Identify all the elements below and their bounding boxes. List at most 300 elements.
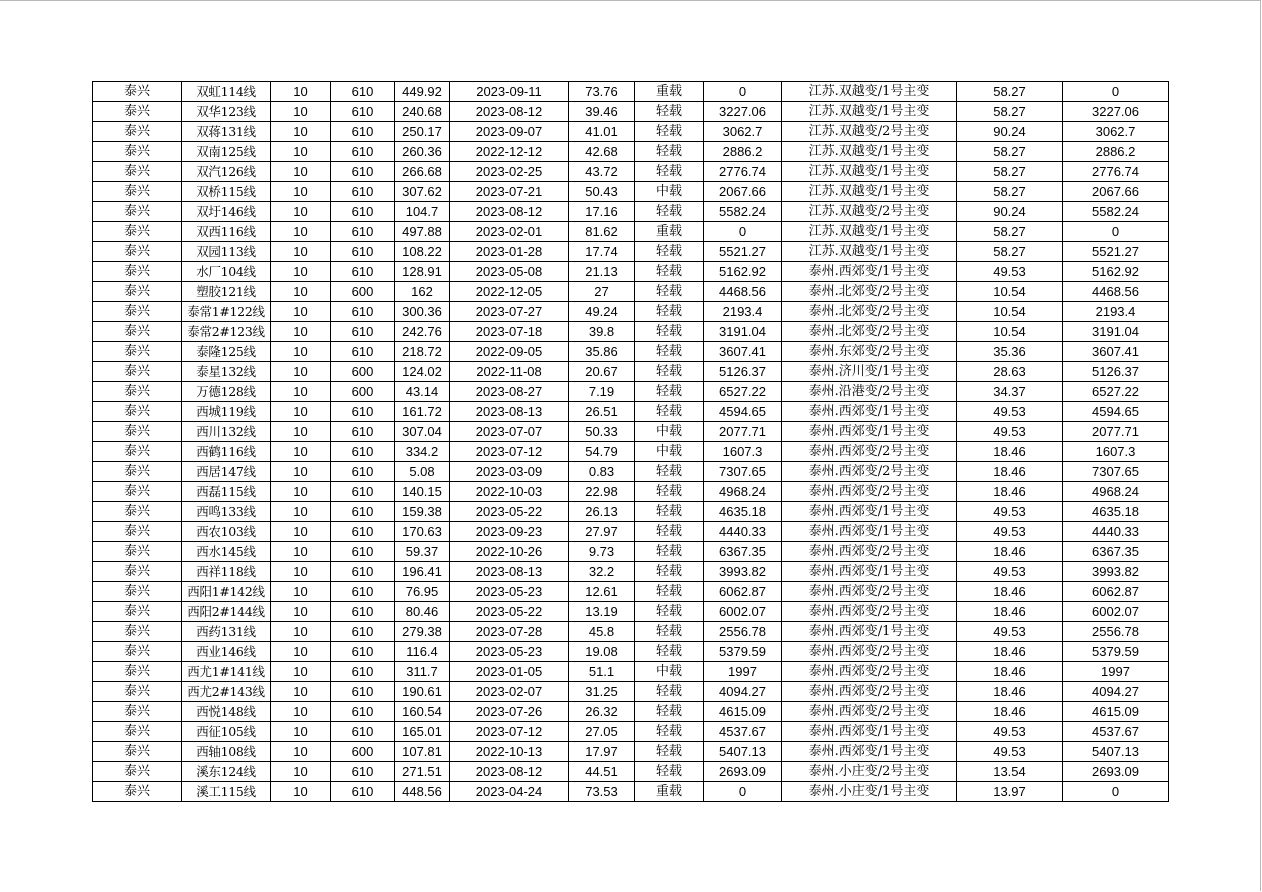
cell-available-capacity: 2886.2 <box>704 142 782 162</box>
cell-remaining-capacity: 1997 <box>1063 662 1169 682</box>
cell-transformer-load-rate: 90.24 <box>957 202 1063 222</box>
cell-current-load: 307.62 <box>395 182 450 202</box>
cell-current-load: 448.56 <box>395 782 450 802</box>
cell-load-rate: 44.51 <box>569 762 635 782</box>
cell-rated-capacity: 610 <box>331 682 395 702</box>
cell-line-name: 西尤1#141线 <box>182 662 271 682</box>
cell-substation-transformer: 泰州.北郊变/2号主变 <box>782 302 957 322</box>
cell-available-capacity: 2067.66 <box>704 182 782 202</box>
cell-date: 2023-08-27 <box>450 382 569 402</box>
cell-transformer-load-rate: 49.53 <box>957 422 1063 442</box>
cell-line-name: 溪东124线 <box>182 762 271 782</box>
cell-remaining-capacity: 4537.67 <box>1063 722 1169 742</box>
cell-line-name: 西鹤116线 <box>182 442 271 462</box>
cell-load-status: 轻载 <box>635 102 704 122</box>
cell-load-rate: 27.97 <box>569 522 635 542</box>
cell-substation-transformer: 泰州.西郊变/2号主变 <box>782 682 957 702</box>
cell-line-name: 双南125线 <box>182 142 271 162</box>
cell-available-capacity: 4537.67 <box>704 722 782 742</box>
cell-date: 2023-05-23 <box>450 582 569 602</box>
cell-remaining-capacity: 3227.06 <box>1063 102 1169 122</box>
cell-county: 泰兴 <box>93 402 182 422</box>
cell-remaining-capacity: 4615.09 <box>1063 702 1169 722</box>
cell-date: 2023-09-11 <box>450 82 569 102</box>
cell-rated-capacity: 610 <box>331 162 395 182</box>
cell-current-load: 160.54 <box>395 702 450 722</box>
cell-load-rate: 35.86 <box>569 342 635 362</box>
cell-remaining-capacity: 2556.78 <box>1063 622 1169 642</box>
cell-remaining-capacity: 2077.71 <box>1063 422 1169 442</box>
cell-substation-transformer: 江苏.双越变/1号主变 <box>782 222 957 242</box>
cell-load-status: 轻载 <box>635 502 704 522</box>
cell-load-status: 轻载 <box>635 382 704 402</box>
cell-current-load: 161.72 <box>395 402 450 422</box>
cell-rated-capacity: 610 <box>331 582 395 602</box>
table-row <box>93 682 1169 702</box>
cell-load-status: 轻载 <box>635 242 704 262</box>
cell-load-rate: 26.32 <box>569 702 635 722</box>
cell-date: 2023-01-05 <box>450 662 569 682</box>
cell-county: 泰兴 <box>93 602 182 622</box>
feeder-load-table <box>92 81 1169 802</box>
cell-load-rate: 41.01 <box>569 122 635 142</box>
table-row <box>93 482 1169 502</box>
cell-current-load: 449.92 <box>395 82 450 102</box>
cell-line-name: 西尤2#143线 <box>182 682 271 702</box>
cell-substation-transformer: 泰州.西郊变/2号主变 <box>782 482 957 502</box>
cell-available-capacity: 2776.74 <box>704 162 782 182</box>
table-row <box>93 502 1169 522</box>
cell-load-rate: 81.62 <box>569 222 635 242</box>
table-row <box>93 282 1169 302</box>
cell-load-status: 轻载 <box>635 642 704 662</box>
cell-available-capacity: 5582.24 <box>704 202 782 222</box>
cell-voltage: 10 <box>271 542 331 562</box>
cell-remaining-capacity: 6002.07 <box>1063 602 1169 622</box>
cell-voltage: 10 <box>271 262 331 282</box>
cell-substation-transformer: 泰州.小庄变/1号主变 <box>782 782 957 802</box>
cell-available-capacity: 5126.37 <box>704 362 782 382</box>
cell-substation-transformer: 泰州.沿港变/2号主变 <box>782 382 957 402</box>
cell-substation-transformer: 泰州.西郊变/2号主变 <box>782 702 957 722</box>
cell-date: 2023-07-28 <box>450 622 569 642</box>
cell-line-name: 西业146线 <box>182 642 271 662</box>
table-row <box>93 122 1169 142</box>
cell-line-name: 西磊115线 <box>182 482 271 502</box>
table-row <box>93 182 1169 202</box>
cell-load-status: 轻载 <box>635 542 704 562</box>
cell-available-capacity: 6367.35 <box>704 542 782 562</box>
cell-load-status: 轻载 <box>635 122 704 142</box>
table-row <box>93 442 1169 462</box>
cell-transformer-load-rate: 49.53 <box>957 722 1063 742</box>
cell-line-name: 双圩146线 <box>182 202 271 222</box>
cell-rated-capacity: 610 <box>331 562 395 582</box>
table-row <box>93 522 1169 542</box>
table-row <box>93 302 1169 322</box>
cell-voltage: 10 <box>271 562 331 582</box>
cell-date: 2022-12-12 <box>450 142 569 162</box>
cell-county: 泰兴 <box>93 782 182 802</box>
cell-remaining-capacity: 2776.74 <box>1063 162 1169 182</box>
cell-rated-capacity: 610 <box>331 622 395 642</box>
cell-load-status: 轻载 <box>635 262 704 282</box>
cell-transformer-load-rate: 58.27 <box>957 222 1063 242</box>
cell-substation-transformer: 江苏.双越变/1号主变 <box>782 82 957 102</box>
cell-county: 泰兴 <box>93 502 182 522</box>
cell-load-status: 中载 <box>635 182 704 202</box>
cell-current-load: 196.41 <box>395 562 450 582</box>
cell-remaining-capacity: 3191.04 <box>1063 322 1169 342</box>
cell-current-load: 104.7 <box>395 202 450 222</box>
cell-line-name: 西川132线 <box>182 422 271 442</box>
cell-rated-capacity: 610 <box>331 222 395 242</box>
table-row <box>93 402 1169 422</box>
cell-available-capacity: 2077.71 <box>704 422 782 442</box>
cell-load-rate: 26.13 <box>569 502 635 522</box>
cell-rated-capacity: 610 <box>331 322 395 342</box>
cell-county: 泰兴 <box>93 322 182 342</box>
cell-line-name: 万德128线 <box>182 382 271 402</box>
cell-line-name: 西药131线 <box>182 622 271 642</box>
cell-available-capacity: 3993.82 <box>704 562 782 582</box>
cell-available-capacity: 0 <box>704 782 782 802</box>
cell-rated-capacity: 610 <box>331 102 395 122</box>
cell-county: 泰兴 <box>93 182 182 202</box>
cell-date: 2023-07-21 <box>450 182 569 202</box>
table-row <box>93 142 1169 162</box>
table-row <box>93 102 1169 122</box>
cell-current-load: 43.14 <box>395 382 450 402</box>
table-row <box>93 702 1169 722</box>
cell-available-capacity: 2556.78 <box>704 622 782 642</box>
cell-remaining-capacity: 4594.65 <box>1063 402 1169 422</box>
cell-transformer-load-rate: 58.27 <box>957 162 1063 182</box>
cell-load-rate: 17.97 <box>569 742 635 762</box>
cell-line-name: 溪工115线 <box>182 782 271 802</box>
cell-substation-transformer: 江苏.双越变/2号主变 <box>782 202 957 222</box>
cell-load-rate: 50.33 <box>569 422 635 442</box>
cell-substation-transformer: 泰州.西郊变/2号主变 <box>782 602 957 622</box>
cell-available-capacity: 3227.06 <box>704 102 782 122</box>
cell-line-name: 双虹114线 <box>182 82 271 102</box>
cell-rated-capacity: 610 <box>331 262 395 282</box>
cell-line-name: 西阳2#144线 <box>182 602 271 622</box>
cell-rated-capacity: 610 <box>331 502 395 522</box>
cell-substation-transformer: 泰州.西郊变/1号主变 <box>782 262 957 282</box>
cell-load-rate: 49.24 <box>569 302 635 322</box>
cell-remaining-capacity: 5379.59 <box>1063 642 1169 662</box>
cell-current-load: 260.36 <box>395 142 450 162</box>
cell-county: 泰兴 <box>93 362 182 382</box>
cell-current-load: 124.02 <box>395 362 450 382</box>
cell-rated-capacity: 600 <box>331 742 395 762</box>
cell-rated-capacity: 610 <box>331 302 395 322</box>
cell-load-rate: 7.19 <box>569 382 635 402</box>
cell-current-load: 300.36 <box>395 302 450 322</box>
cell-remaining-capacity: 3062.7 <box>1063 122 1169 142</box>
cell-load-status: 轻载 <box>635 762 704 782</box>
cell-rated-capacity: 600 <box>331 382 395 402</box>
cell-load-status: 轻载 <box>635 742 704 762</box>
cell-current-load: 271.51 <box>395 762 450 782</box>
cell-transformer-load-rate: 18.46 <box>957 542 1063 562</box>
cell-transformer-load-rate: 58.27 <box>957 182 1063 202</box>
cell-voltage: 10 <box>271 582 331 602</box>
cell-transformer-load-rate: 18.46 <box>957 702 1063 722</box>
cell-county: 泰兴 <box>93 642 182 662</box>
cell-current-load: 250.17 <box>395 122 450 142</box>
cell-line-name: 西轴108线 <box>182 742 271 762</box>
cell-available-capacity: 4968.24 <box>704 482 782 502</box>
cell-load-rate: 43.72 <box>569 162 635 182</box>
cell-available-capacity: 2193.4 <box>704 302 782 322</box>
cell-voltage: 10 <box>271 142 331 162</box>
cell-load-rate: 0.83 <box>569 462 635 482</box>
cell-county: 泰兴 <box>93 462 182 482</box>
cell-date: 2022-09-05 <box>450 342 569 362</box>
cell-line-name: 双汽126线 <box>182 162 271 182</box>
cell-remaining-capacity: 6367.35 <box>1063 542 1169 562</box>
cell-remaining-capacity: 3607.41 <box>1063 342 1169 362</box>
cell-transformer-load-rate: 34.37 <box>957 382 1063 402</box>
cell-available-capacity: 6062.87 <box>704 582 782 602</box>
cell-line-name: 双华123线 <box>182 102 271 122</box>
cell-substation-transformer: 泰州.济川变/1号主变 <box>782 362 957 382</box>
cell-remaining-capacity: 4635.18 <box>1063 502 1169 522</box>
table-row <box>93 362 1169 382</box>
cell-current-load: 165.01 <box>395 722 450 742</box>
cell-voltage: 10 <box>271 462 331 482</box>
cell-transformer-load-rate: 49.53 <box>957 742 1063 762</box>
cell-load-rate: 32.2 <box>569 562 635 582</box>
cell-substation-transformer: 泰州.西郊变/1号主变 <box>782 402 957 422</box>
cell-rated-capacity: 610 <box>331 642 395 662</box>
cell-county: 泰兴 <box>93 302 182 322</box>
cell-current-load: 311.7 <box>395 662 450 682</box>
cell-remaining-capacity: 6527.22 <box>1063 382 1169 402</box>
cell-date: 2023-02-07 <box>450 682 569 702</box>
cell-load-rate: 19.08 <box>569 642 635 662</box>
cell-load-status: 中载 <box>635 442 704 462</box>
cell-available-capacity: 4440.33 <box>704 522 782 542</box>
cell-rated-capacity: 610 <box>331 402 395 422</box>
cell-line-name: 西鸣133线 <box>182 502 271 522</box>
cell-load-rate: 51.1 <box>569 662 635 682</box>
cell-rated-capacity: 610 <box>331 662 395 682</box>
cell-county: 泰兴 <box>93 82 182 102</box>
cell-load-status: 轻载 <box>635 322 704 342</box>
cell-date: 2023-09-07 <box>450 122 569 142</box>
cell-county: 泰兴 <box>93 742 182 762</box>
cell-transformer-load-rate: 18.46 <box>957 642 1063 662</box>
cell-load-rate: 73.76 <box>569 82 635 102</box>
cell-remaining-capacity: 6062.87 <box>1063 582 1169 602</box>
cell-county: 泰兴 <box>93 662 182 682</box>
cell-county: 泰兴 <box>93 342 182 362</box>
cell-transformer-load-rate: 49.53 <box>957 622 1063 642</box>
cell-load-status: 轻载 <box>635 682 704 702</box>
cell-available-capacity: 3062.7 <box>704 122 782 142</box>
cell-rated-capacity: 610 <box>331 522 395 542</box>
table-row <box>93 242 1169 262</box>
cell-available-capacity: 4468.56 <box>704 282 782 302</box>
cell-county: 泰兴 <box>93 682 182 702</box>
cell-line-name: 泰隆125线 <box>182 342 271 362</box>
cell-date: 2023-08-13 <box>450 402 569 422</box>
cell-load-status: 轻载 <box>635 582 704 602</box>
table-row <box>93 742 1169 762</box>
cell-substation-transformer: 泰州.小庄变/2号主变 <box>782 762 957 782</box>
cell-current-load: 116.4 <box>395 642 450 662</box>
cell-transformer-load-rate: 18.46 <box>957 682 1063 702</box>
cell-county: 泰兴 <box>93 442 182 462</box>
cell-date: 2023-04-24 <box>450 782 569 802</box>
cell-rated-capacity: 610 <box>331 482 395 502</box>
cell-substation-transformer: 泰州.东郊变/2号主变 <box>782 342 957 362</box>
table-row <box>93 422 1169 442</box>
cell-date: 2023-05-22 <box>450 502 569 522</box>
cell-load-rate: 42.68 <box>569 142 635 162</box>
cell-substation-transformer: 泰州.西郊变/1号主变 <box>782 622 957 642</box>
cell-substation-transformer: 泰州.西郊变/1号主变 <box>782 722 957 742</box>
cell-remaining-capacity: 2193.4 <box>1063 302 1169 322</box>
cell-load-status: 轻载 <box>635 462 704 482</box>
cell-voltage: 10 <box>271 362 331 382</box>
cell-current-load: 59.37 <box>395 542 450 562</box>
cell-date: 2022-12-05 <box>450 282 569 302</box>
cell-substation-transformer: 江苏.双越变/2号主变 <box>782 122 957 142</box>
cell-available-capacity: 3191.04 <box>704 322 782 342</box>
table-row <box>93 762 1169 782</box>
cell-rated-capacity: 600 <box>331 282 395 302</box>
cell-current-load: 218.72 <box>395 342 450 362</box>
cell-load-rate: 22.98 <box>569 482 635 502</box>
cell-county: 泰兴 <box>93 282 182 302</box>
cell-transformer-load-rate: 10.54 <box>957 282 1063 302</box>
cell-load-rate: 17.16 <box>569 202 635 222</box>
cell-voltage: 10 <box>271 482 331 502</box>
cell-current-load: 334.2 <box>395 442 450 462</box>
cell-available-capacity: 7307.65 <box>704 462 782 482</box>
cell-date: 2023-05-22 <box>450 602 569 622</box>
cell-line-name: 双桥115线 <box>182 182 271 202</box>
cell-available-capacity: 4094.27 <box>704 682 782 702</box>
cell-current-load: 497.88 <box>395 222 450 242</box>
cell-load-status: 轻载 <box>635 702 704 722</box>
cell-date: 2023-07-07 <box>450 422 569 442</box>
cell-date: 2023-05-08 <box>450 262 569 282</box>
cell-load-status: 重载 <box>635 82 704 102</box>
cell-load-status: 轻载 <box>635 302 704 322</box>
cell-current-load: 266.68 <box>395 162 450 182</box>
cell-load-rate: 12.61 <box>569 582 635 602</box>
table-row <box>93 202 1169 222</box>
cell-remaining-capacity: 2067.66 <box>1063 182 1169 202</box>
table-row <box>93 82 1169 102</box>
cell-line-name: 西农103线 <box>182 522 271 542</box>
cell-transformer-load-rate: 58.27 <box>957 242 1063 262</box>
cell-remaining-capacity: 4968.24 <box>1063 482 1169 502</box>
cell-voltage: 10 <box>271 402 331 422</box>
cell-load-rate: 39.8 <box>569 322 635 342</box>
cell-line-name: 塑胶121线 <box>182 282 271 302</box>
cell-load-rate: 31.25 <box>569 682 635 702</box>
cell-voltage: 10 <box>271 662 331 682</box>
cell-transformer-load-rate: 18.46 <box>957 482 1063 502</box>
cell-available-capacity: 0 <box>704 222 782 242</box>
cell-substation-transformer: 泰州.西郊变/2号主变 <box>782 662 957 682</box>
cell-transformer-load-rate: 10.54 <box>957 322 1063 342</box>
cell-rated-capacity: 610 <box>331 722 395 742</box>
cell-remaining-capacity: 5126.37 <box>1063 362 1169 382</box>
cell-transformer-load-rate: 49.53 <box>957 402 1063 422</box>
cell-date: 2023-07-18 <box>450 322 569 342</box>
cell-load-rate: 73.53 <box>569 782 635 802</box>
cell-current-load: 76.95 <box>395 582 450 602</box>
cell-rated-capacity: 610 <box>331 762 395 782</box>
cell-remaining-capacity: 5162.92 <box>1063 262 1169 282</box>
cell-voltage: 10 <box>271 82 331 102</box>
cell-date: 2023-07-27 <box>450 302 569 322</box>
cell-county: 泰兴 <box>93 542 182 562</box>
cell-available-capacity: 6527.22 <box>704 382 782 402</box>
cell-remaining-capacity: 3993.82 <box>1063 562 1169 582</box>
cell-remaining-capacity: 2886.2 <box>1063 142 1169 162</box>
cell-transformer-load-rate: 58.27 <box>957 142 1063 162</box>
cell-transformer-load-rate: 18.46 <box>957 462 1063 482</box>
cell-substation-transformer: 泰州.西郊变/2号主变 <box>782 442 957 462</box>
cell-voltage: 10 <box>271 282 331 302</box>
cell-substation-transformer: 泰州.西郊变/1号主变 <box>782 522 957 542</box>
table-row <box>93 382 1169 402</box>
cell-available-capacity: 1607.3 <box>704 442 782 462</box>
cell-voltage: 10 <box>271 602 331 622</box>
cell-date: 2023-07-12 <box>450 442 569 462</box>
cell-remaining-capacity: 7307.65 <box>1063 462 1169 482</box>
cell-county: 泰兴 <box>93 382 182 402</box>
cell-date: 2023-07-12 <box>450 722 569 742</box>
cell-rated-capacity: 610 <box>331 242 395 262</box>
cell-line-name: 双西116线 <box>182 222 271 242</box>
cell-line-name: 西阳1#142线 <box>182 582 271 602</box>
cell-substation-transformer: 江苏.双越变/1号主变 <box>782 142 957 162</box>
cell-county: 泰兴 <box>93 722 182 742</box>
cell-substation-transformer: 泰州.西郊变/2号主变 <box>782 582 957 602</box>
cell-date: 2023-05-23 <box>450 642 569 662</box>
cell-load-status: 轻载 <box>635 282 704 302</box>
cell-load-rate: 39.46 <box>569 102 635 122</box>
cell-county: 泰兴 <box>93 262 182 282</box>
cell-line-name: 双蒋131线 <box>182 122 271 142</box>
cell-county: 泰兴 <box>93 202 182 222</box>
cell-load-status: 轻载 <box>635 342 704 362</box>
cell-substation-transformer: 泰州.西郊变/1号主变 <box>782 562 957 582</box>
cell-date: 2023-03-09 <box>450 462 569 482</box>
cell-transformer-load-rate: 35.36 <box>957 342 1063 362</box>
cell-county: 泰兴 <box>93 122 182 142</box>
table-row <box>93 262 1169 282</box>
cell-rated-capacity: 610 <box>331 82 395 102</box>
cell-line-name: 水厂104线 <box>182 262 271 282</box>
cell-load-status: 轻载 <box>635 402 704 422</box>
cell-transformer-load-rate: 18.46 <box>957 602 1063 622</box>
cell-voltage: 10 <box>271 642 331 662</box>
table-row <box>93 662 1169 682</box>
cell-load-status: 轻载 <box>635 722 704 742</box>
cell-county: 泰兴 <box>93 762 182 782</box>
cell-rated-capacity: 600 <box>331 362 395 382</box>
